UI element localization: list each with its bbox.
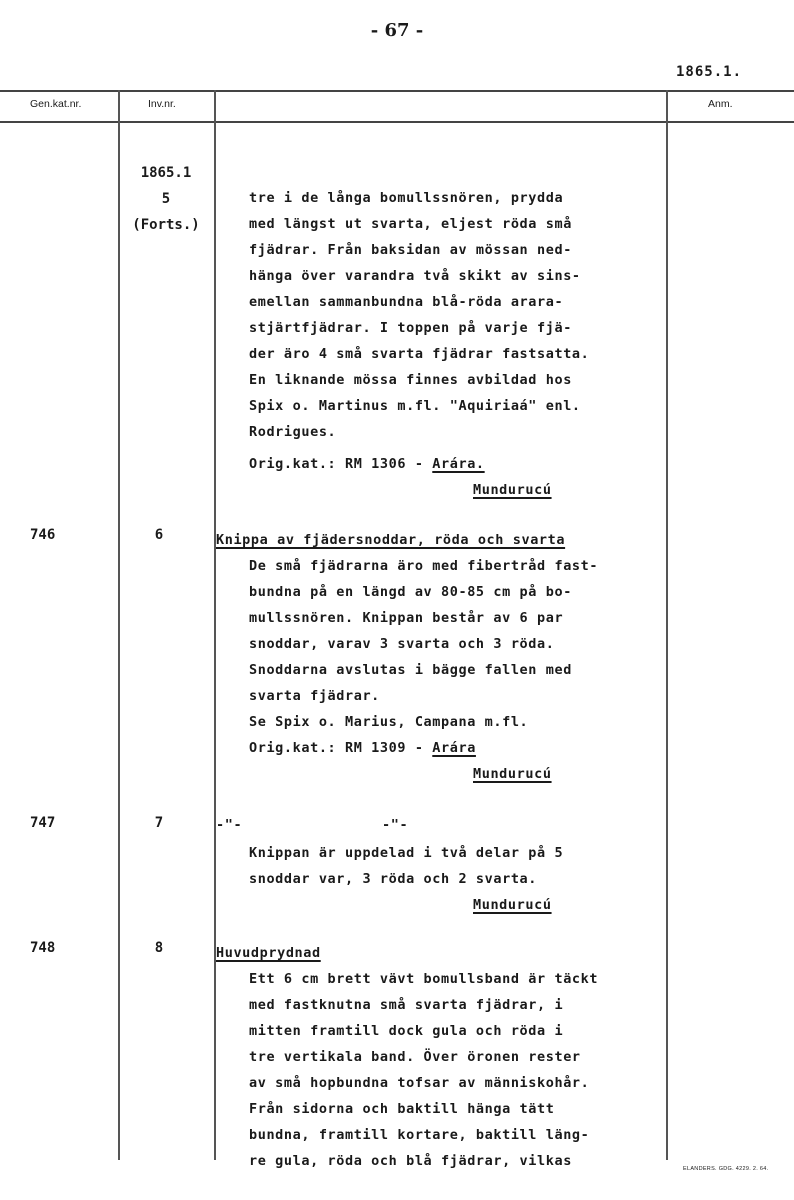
inv-nr-cell: 6 <box>154 527 164 543</box>
ditto-mark: -"- <box>382 817 409 833</box>
inv-nr-cell <box>118 160 214 238</box>
tribe-name: Mundurucú <box>473 766 552 782</box>
text-line: De små fjädrarna äro med fibertråd fast- <box>249 558 599 574</box>
entry-description <box>249 966 598 1174</box>
text-line: snoddar, varav 3 svarta och 3 röda. <box>249 636 555 652</box>
entry-title: Knippa av fjädersnoddar, röda och svarta <box>216 532 566 548</box>
text-line: En liknande mössa finnes avbildad hos <box>249 372 572 388</box>
text-line: der äro 4 små svarta fjädrar fastsatta. <box>249 346 590 362</box>
orig-catalog-label: Orig.kat.: RM 1306 - <box>249 456 433 472</box>
column-divider-3 <box>666 90 668 1160</box>
orig-catalog-line <box>249 735 598 761</box>
text-line: Från sidorna och baktill hänga tätt <box>249 1101 555 1117</box>
text-line: Spix o. Martinus m.fl. "Aquiriaá" enl. <box>249 398 581 414</box>
catalog-year: 1865.1. <box>676 64 743 80</box>
orig-catalog-name: Arára <box>432 740 476 756</box>
tribe-name: Mundurucú <box>473 482 552 498</box>
column-header-gen-kat-nr: Gen.kat.nr. <box>30 98 82 110</box>
inv-nr-cell: 7 <box>154 815 164 831</box>
text-line: mitten framtill dock gula och röda i <box>249 1023 564 1039</box>
entry-description <box>249 185 589 503</box>
text-line: Rodrigues. <box>249 424 337 440</box>
ditto-mark: -"- <box>216 817 243 833</box>
tribe-line <box>249 892 563 918</box>
gen-kat-nr-cell: 747 <box>30 815 56 831</box>
text-line: Snoddarna avslutas i bägge fallen med <box>249 662 572 678</box>
column-header-inv-nr: Inv.nr. <box>148 98 176 110</box>
text-line: tre i de långa bomullssnören, prydda <box>249 190 564 206</box>
text-line: mullssnören. Knippan består av 6 par <box>249 610 564 626</box>
column-header-anm: Anm. <box>708 98 733 110</box>
orig-catalog-name: Arára. <box>432 456 485 472</box>
column-divider-1 <box>118 90 120 1160</box>
tribe-name: Mundurucú <box>473 897 552 913</box>
text-line: snoddar var, 3 röda och 2 svarta. <box>249 871 538 887</box>
orig-catalog-label: Orig.kat.: RM 1309 - <box>249 740 433 756</box>
text-line: svarta fjädrar. <box>249 688 380 704</box>
inv-nr-cell: 8 <box>154 940 164 956</box>
inv-continued-note: (Forts.) <box>132 217 200 233</box>
text-line: stjärtfjädrar. I toppen på varje fjä- <box>249 320 572 336</box>
text-line: re gula, röda och blå fjädrar, vilkas <box>249 1153 572 1169</box>
text-line: tre vertikala band. Över öronen rester <box>249 1049 581 1065</box>
tribe-line <box>249 477 589 503</box>
inv-number: 5 <box>161 191 171 207</box>
text-line: hänga över varandra två skikt av sins- <box>249 268 581 284</box>
column-divider-2 <box>214 90 216 1160</box>
tribe-line <box>249 761 598 787</box>
text-line: Ett 6 cm brett vävt bomullsband är täckt <box>249 971 599 987</box>
entry-description <box>249 553 598 787</box>
entry-title: Huvudprydnad <box>216 945 321 961</box>
text-line: bundna, framtill kortare, baktill läng- <box>249 1127 590 1143</box>
orig-catalog-line <box>249 451 589 477</box>
entry-description <box>249 840 563 918</box>
text-line: Knippan är uppdelad i två delar på 5 <box>249 845 564 861</box>
gen-kat-nr-cell: 746 <box>30 527 56 543</box>
text-line: med fastknutna små svarta fjädrar, i <box>249 997 564 1013</box>
text-line: av små hopbundna tofsar av människohår. <box>249 1075 590 1091</box>
gen-kat-nr-cell: 748 <box>30 940 56 956</box>
text-line: Se Spix o. Marius, Campana m.fl. <box>249 714 529 730</box>
printer-footer: ELANDERS. GDG. 4229. 2. 64. <box>683 1166 769 1172</box>
page-number: - 67 - <box>370 20 424 41</box>
inv-year: 1865.1 <box>140 165 192 181</box>
text-line: bundna på en längd av 80-85 cm på bo- <box>249 584 572 600</box>
text-line: fjädrar. Från baksidan av mössan ned- <box>249 242 572 258</box>
text-line: emellan sammanbundna blå-röda arara- <box>249 294 564 310</box>
text-line: med längst ut svarta, eljest röda små <box>249 216 572 232</box>
